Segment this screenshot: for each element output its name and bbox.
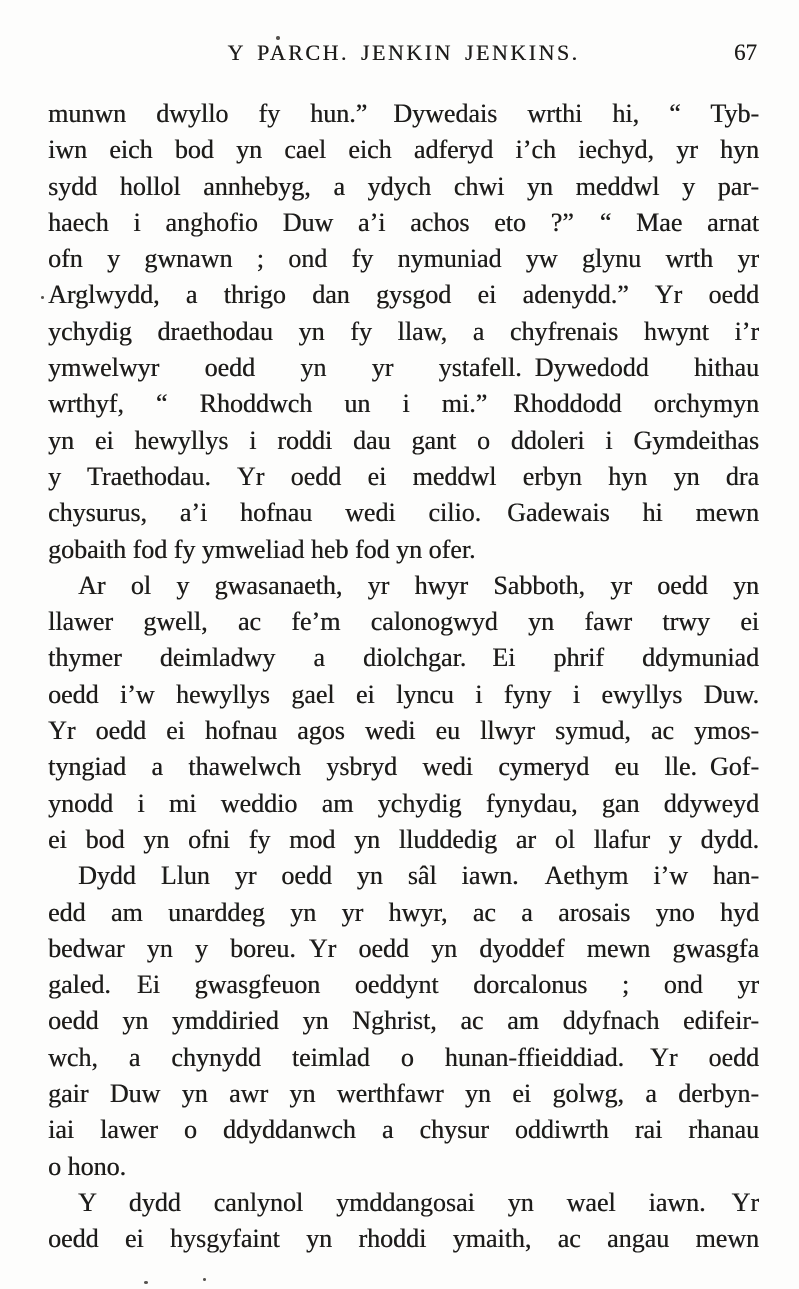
text-line: wch, a chynydd teimlad o hunan-ffieiddiad. Yr oedd: [48, 1042, 759, 1072]
paragraph: [48, 858, 759, 1185]
text-line: bedwar yn y boreu. Yr oedd yn dyoddef mewn gwasgfa: [48, 933, 759, 963]
text-line: chysurus, a’i hofnau wedi cilio. Gadewais hi mewn: [48, 498, 759, 528]
scan-speck: [203, 1278, 206, 1281]
scan-speck: [144, 1281, 148, 1284]
paragraph: [48, 1185, 759, 1258]
scan-speck: [276, 36, 280, 40]
text-line: Yr oedd ei hofnau agos wedi eu llwyr symud, ac ymos-: [48, 716, 759, 746]
text-line: thymer deimladwy a diolchgar. Ei phrif ddymuniad: [48, 643, 759, 673]
text-line: galed. Ei gwasgfeuon oeddynt dorcalonus ; ond yr: [48, 970, 759, 1000]
text-line: iai lawer o ddyddanwch a chysur oddiwrth rai rhanau: [48, 1115, 759, 1145]
paragraph: [48, 96, 759, 568]
text-line: Arglwydd, a thrigo dan gysgod ei adenydd.” Yr oedd: [48, 280, 759, 310]
text-line: tyngiad a thawelwch ysbryd wedi cymeryd eu lle. Gof-: [48, 752, 759, 782]
text-line: iwn eich bod yn cael eich adferyd i’ch iechyd, yr hyn: [48, 135, 759, 165]
text-line: ei bod yn ofni fy mod yn lluddedig ar ol llafur y dydd.: [48, 824, 759, 854]
text-line: munwn dwyllo fy hun.” Dywedais wrthi hi, “ Tyb-: [48, 99, 759, 128]
page-number: 67: [734, 40, 757, 65]
text-line: llawer gwell, ac fe’m calonogwyd yn fawr trwy ei: [48, 607, 759, 637]
page-header: [48, 40, 759, 70]
text-line: haech i anghofio Duw a’i achos eto ?” “ Mae arnat: [48, 207, 759, 237]
text-line: ynodd i mi weddio am ychydig fynydau, gan ddyweyd: [48, 788, 759, 818]
text-line: ofn y gwnawn ; ond fy nymuniad yw glynu wrth yr: [48, 244, 759, 274]
text-line: y Traethodau. Yr oedd ei meddwl erbyn hyn yn dra: [48, 461, 759, 491]
text-line: oedd ei hysgyfaint yn rhoddi ymaith, ac angau mewn: [48, 1224, 759, 1254]
text-line: oedd yn ymddiried yn Nghrist, ac am ddyfnach edifeir-: [48, 1006, 759, 1036]
text-line: ychydig draethodau yn fy llaw, a chyfrenais hwynt i’r: [48, 316, 759, 346]
text-line: Dydd Llun yr oedd yn sâl iawn. Aethym i’w han-: [78, 861, 759, 891]
text-line: gair Duw yn awr yn werthfawr yn ei golwg, a derbyn-: [48, 1079, 759, 1109]
text-line: wrthyf, “ Rhoddwch un i mi.” Rhoddodd orchymyn: [48, 389, 759, 419]
scan-speck: [41, 296, 44, 299]
text-line: sydd hollol annhebyg, a ydych chwi yn meddwl y par-: [48, 171, 759, 201]
running-title: Y PARCH. JENKIN JENKINS.: [227, 40, 580, 65]
text-line: Ar ol y gwasanaeth, yr hwyr Sabboth, yr oedd yn: [78, 570, 759, 600]
text-line: o hono.: [48, 1151, 126, 1181]
text-line: oedd i’w hewyllys gael ei lyncu i fyny i ewyllys Duw.: [48, 679, 759, 709]
text-line: yn ei hewyllys i roddi dau gant o ddoleri i Gymdeithas: [48, 425, 759, 455]
text-line: edd am unarddeg yn yr hwyr, ac a arosais yno hyd: [48, 897, 759, 927]
page-body: [48, 96, 759, 1258]
text-line: Y dydd canlynol ymddangosai yn wael iawn. Yr: [78, 1187, 759, 1217]
paragraph: [48, 568, 759, 858]
text-line: ymwelwyr oedd yn yr ystafell. Dywedodd hithau: [48, 353, 759, 383]
text-line: gobaith fod fy ymweliad heb fod yn ofer.: [48, 534, 476, 564]
